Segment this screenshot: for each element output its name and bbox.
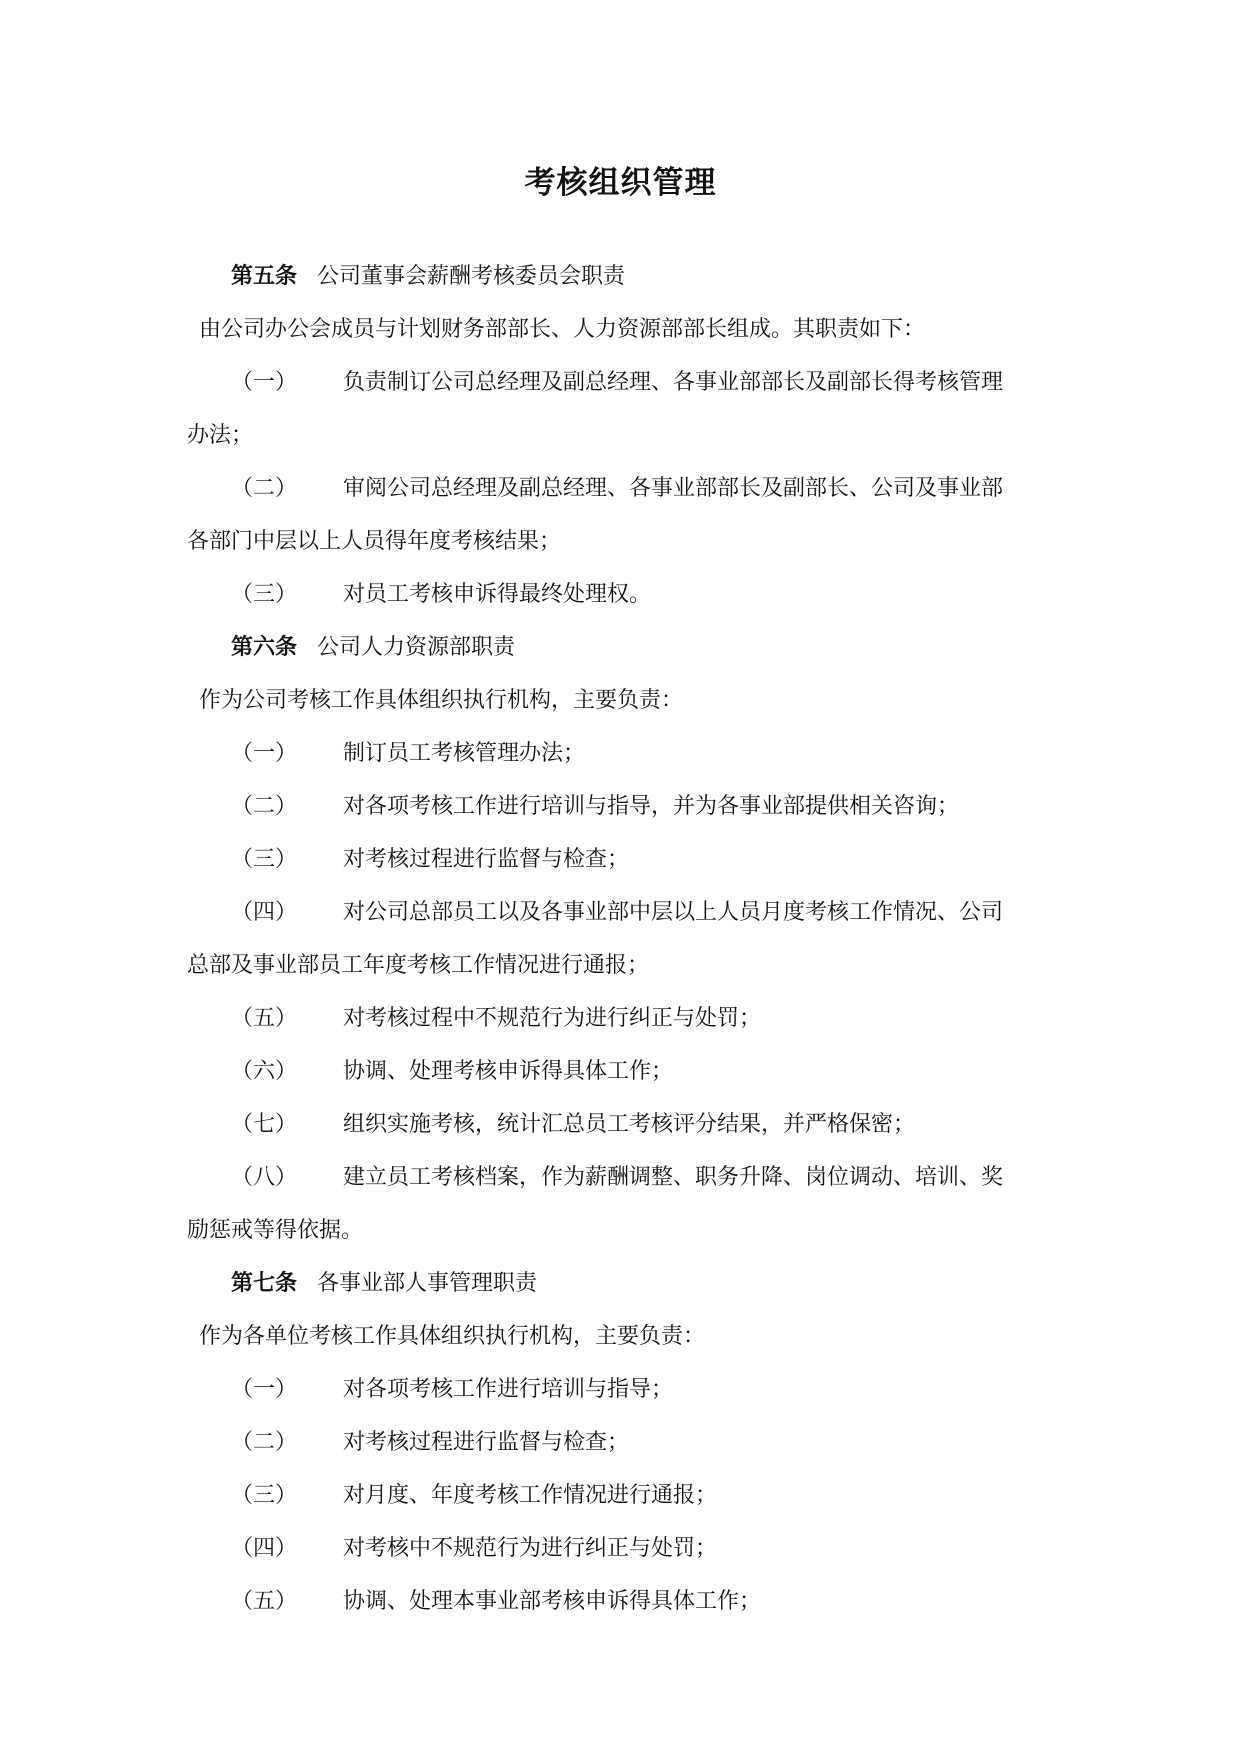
item-continuation: 励惩戒等得依据。 (187, 1218, 364, 1243)
item-continuation: 总部及事业部员工年度考核工作情况进行通报； (187, 953, 650, 978)
article-title: 公司人力资源部职责 (317, 635, 516, 660)
article-intro: 由公司办公会成员与计划财务部部长、人力资源部部长组成。其职责如下： (199, 317, 926, 342)
item-marker: （三） (231, 1483, 298, 1508)
list-item (231, 898, 1003, 928)
item-text: 制订员工考核管理办法； (343, 741, 586, 766)
list-item (231, 1004, 761, 1034)
item-text: 对考核过程进行监督与检查； (343, 1430, 630, 1455)
list-item (231, 1163, 1003, 1193)
item-text: 对公司总部员工以及各事业部中层以上人员月度考核工作情况、公司 (343, 900, 1004, 925)
item-text: 协调、处理考核申诉得具体工作； (343, 1059, 674, 1084)
article-number: 第五条 (231, 264, 298, 289)
list-item (231, 845, 629, 875)
item-marker: （三） (231, 582, 298, 607)
list-item (231, 580, 651, 610)
item-text: 审阅公司总经理及副总经理、各事业部部长及副部长、公司及事业部 (343, 476, 1004, 501)
article-title: 各事业部人事管理职责 (317, 1271, 538, 1296)
item-text: 负责制订公司总经理及副总经理、各事业部部长及副部长得考核管理 (343, 370, 1004, 395)
item-text: 建立员工考核档案，作为薪酬调整、职务升降、岗位调动、培训、奖 (343, 1165, 1004, 1190)
article-heading (231, 1269, 537, 1299)
item-marker: （二） (231, 794, 298, 819)
list-item (231, 1481, 717, 1511)
item-text: 组织实施考核，统计汇总员工考核评分结果，并严格保密； (343, 1112, 916, 1137)
item-marker: （四） (231, 1536, 298, 1561)
item-marker: （一） (231, 370, 298, 395)
article-heading (231, 262, 625, 292)
item-text: 对月度、年度考核工作情况进行通报； (343, 1483, 718, 1508)
list-item (231, 792, 959, 822)
list-item (231, 1587, 761, 1617)
item-text: 对考核中不规范行为进行纠正与处罚； (343, 1536, 718, 1561)
item-continuation: 各部门中层以上人员得年度考核结果； (187, 529, 562, 554)
item-marker: （七） (231, 1112, 298, 1137)
item-text: 对考核过程进行监督与检查； (343, 847, 630, 872)
article-intro: 作为各单位考核工作具体组织执行机构，主要负责： (199, 1324, 706, 1349)
item-marker: （一） (231, 741, 298, 766)
list-item (231, 1534, 717, 1564)
item-marker: （八） (231, 1165, 298, 1190)
list-item (231, 739, 585, 769)
article-title: 公司董事会薪酬考核委员会职责 (317, 264, 626, 289)
item-marker: （一） (231, 1377, 298, 1402)
list-item (231, 474, 1003, 504)
list-item (231, 1375, 673, 1405)
article-number: 第六条 (231, 635, 298, 660)
article-intro: 作为公司考核工作具体组织执行机构，主要负责： (199, 688, 684, 713)
document-title: 考核组织管理 (524, 165, 717, 201)
item-marker: （二） (231, 476, 298, 501)
item-marker: （五） (231, 1589, 298, 1614)
item-text: 对各项考核工作进行培训与指导，并为各事业部提供相关咨询； (343, 794, 960, 819)
item-text: 对员工考核申诉得最终处理权。 (343, 582, 652, 607)
item-text: 对考核过程中不规范行为进行纠正与处罚； (343, 1006, 762, 1031)
item-marker: （三） (231, 847, 298, 872)
item-text: 对各项考核工作进行培训与指导； (343, 1377, 674, 1402)
item-marker: （四） (231, 900, 298, 925)
item-continuation: 办法； (187, 423, 254, 448)
item-text: 协调、处理本事业部考核申诉得具体工作； (343, 1589, 762, 1614)
article-heading (231, 633, 515, 663)
list-item (231, 1057, 673, 1087)
article-number: 第七条 (231, 1271, 298, 1296)
list-item (231, 1428, 629, 1458)
item-marker: （二） (231, 1430, 298, 1455)
item-marker: （五） (231, 1006, 298, 1031)
item-marker: （六） (231, 1059, 298, 1084)
list-item (231, 1110, 915, 1140)
list-item (231, 368, 1003, 398)
